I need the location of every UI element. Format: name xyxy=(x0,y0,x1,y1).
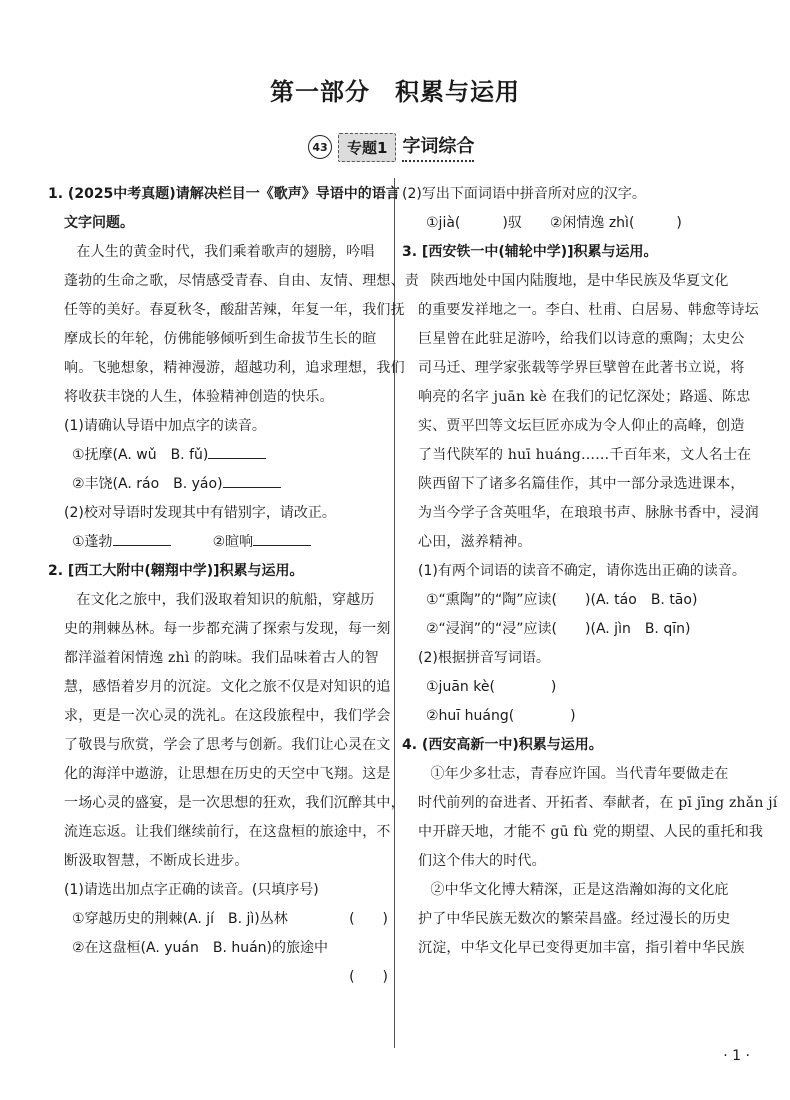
answer-line xyxy=(48,528,388,557)
passage-line: 了敬畏与欣赏，学会了思考与创新。我们让心灵在文 xyxy=(64,737,391,753)
passage-line: ②中华文化博大精深，正是这浩瀚如海的文化庇 xyxy=(402,882,729,898)
passage-line: 史的荆棘丛林。每一步都充满了探索与发现，每一刻 xyxy=(64,621,391,637)
answer-line xyxy=(48,470,388,499)
answer-blank[interactable] xyxy=(223,471,281,488)
page-number: · 1 · xyxy=(723,1048,750,1064)
topic-name: 字词综合 xyxy=(402,132,474,162)
passage-line: 响。飞驰想象，精神漫游，超越功利，追求理想，我们 xyxy=(64,360,405,376)
passage-line: 流连忘返。让我们继续前行，在这盘桓的旅途中，不 xyxy=(64,824,391,840)
answer-line: ①jià( )驭 ②闲情逸 zhì( ) xyxy=(426,215,682,231)
answer-paren[interactable]: ( ) xyxy=(349,911,388,927)
option-text: ①蓬勃 xyxy=(72,534,113,550)
answer-paren[interactable]: ( ) xyxy=(349,969,388,985)
passage-line: 求，更是一次心灵的洗礼。在这段旅程中，我们学会 xyxy=(64,708,391,724)
passage-line: 慧，感悟着岁月的沉淀。文化之旅不仅是对知识的追 xyxy=(64,679,391,695)
answer-line: ①“熏陶”的“陶”应读( )(A. táo B. tāo) xyxy=(426,592,698,608)
passage-line: 司马迁、理学家张载等学界巨擘曾在此著书立说，将 xyxy=(418,360,745,376)
answer-line: ②“浸润”的“浸”应读( )(A. jìn B. qīn) xyxy=(426,621,691,637)
option-text: ①穿越历史的荆棘(A. jí B. jì)丛林 xyxy=(72,911,288,927)
left-column xyxy=(48,180,419,992)
question-3-heading: 3. [西安铁一中(辅轮中学)]积累与运用。 xyxy=(402,244,658,260)
topic-header xyxy=(308,132,474,162)
passage-line: 护了中华民族无数次的繁荣昌盛。经过漫长的历史 xyxy=(418,911,731,927)
answer-line: ②在这盘桓(A. yuán B. huán)的旅途中 xyxy=(72,940,329,956)
answer-line xyxy=(48,963,388,992)
passage-line: 中开辟天地，才能不 gū fù 党的期望、人民的重托和我 xyxy=(418,824,764,840)
passage-line: 沉淀，中华文化早已变得更加丰富，指引着中华民族 xyxy=(418,940,745,956)
question-4-heading: 4. (西安高新一中)积累与运用。 xyxy=(402,737,603,753)
answer-blank[interactable] xyxy=(253,529,311,546)
passage-line: 在人生的黄金时代，我们乘着歌声的翅膀，吟唱 xyxy=(48,244,375,260)
page-title: 第一部分 积累与运用 xyxy=(270,78,520,106)
passage-line: 一场心灵的盛宴，是一次思想的狂欢，我们沉醉其中， xyxy=(64,795,405,811)
passage-line: 将收获丰饶的人生，体验精神创造的快乐。 xyxy=(64,389,334,405)
sub-question: (2)校对导语时发现其中有错别字，请改正。 xyxy=(64,505,336,521)
passage-line: ①年少多壮志，青春应许国。当代青年要做走在 xyxy=(402,766,729,782)
passage-line: 陕西地处中国内陆腹地，是中华民族及华夏文化 xyxy=(402,273,729,289)
sub-question: (2)根据拼音写词语。 xyxy=(418,650,550,666)
topic-number-badge: 43 xyxy=(308,135,332,159)
question-1-heading: 1. (2025中考真题)请解决栏目一《歌声》导语中的语言 xyxy=(48,186,400,202)
answer-line: ②huī huáng( ) xyxy=(426,708,576,724)
answer-blank[interactable] xyxy=(208,442,266,459)
question-2-heading: 2. [西工大附中(翱翔中学)]积累与运用。 xyxy=(48,563,304,579)
answer-line xyxy=(48,441,388,470)
answer-blank[interactable] xyxy=(113,529,171,546)
passage-line: 们这个伟大的时代。 xyxy=(418,853,546,869)
sub-question: (1)请选出加点字正确的读音。(只填序号) xyxy=(64,882,319,898)
passage-line: 实、贾平凹等文坛巨匠亦成为令人仰止的高峰，创造 xyxy=(418,418,745,434)
sub-question: (1)请确认导语中加点字的读音。 xyxy=(64,418,266,434)
passage-line: 心田，滋养精神。 xyxy=(418,534,532,550)
passage-line: 时代前列的奋进者、开拓者、奉献者，在 pī jīng zhǎn jí xyxy=(418,795,778,811)
passage-line: 都洋溢着闲情逸 zhì 的韵味。我们品味着古人的智 xyxy=(64,650,379,666)
option-text: ①抚摩(A. wǔ B. fǔ) xyxy=(72,447,209,463)
question-1-heading-cont: 文字问题。 xyxy=(64,215,134,231)
passage-line: 了当代陕军的 huī huáng……千百年来，文人名士在 xyxy=(418,447,752,463)
passage-line: 蓬勃的生命之歌，尽情感受青春、自由、友情、理想、责 xyxy=(64,273,419,289)
topic-tag: 专题1 xyxy=(338,133,396,162)
option-text: ②暄响 xyxy=(212,534,254,550)
answer-line xyxy=(48,905,388,934)
passage-line: 巨星曾在此驻足游吟，给我们以诗意的熏陶；太史公 xyxy=(418,331,745,347)
passage-line: 陕西留下了诸多名篇佳作，其中一部分录选进课本， xyxy=(418,476,745,492)
passage-line: 任等的美好。春夏秋冬，酸甜苦辣，年复一年，我们抚 xyxy=(64,302,405,318)
passage-line: 在文化之旅中，我们汲取着知识的航船，穿越历 xyxy=(48,592,375,608)
passage-line: 断汲取智慧，不断成长进步。 xyxy=(64,853,249,869)
answer-line: ①juān kè( ) xyxy=(426,679,557,695)
passage-line: 为当今学子含英咀华，在琅琅书声、脉脉书香中，浸润 xyxy=(418,505,759,521)
passage-line: 摩成长的年轮，仿佛能够倾听到生命拔节生长的暄 xyxy=(64,331,377,347)
option-text: ②丰饶(A. ráo B. yáo) xyxy=(72,476,223,492)
passage-line: 的重要发祥地之一。李白、杜甫、白居易、韩愈等诗坛 xyxy=(418,302,759,318)
passage-line: 响亮的名字 juān kè 在我们的记忆深处；路遥、陈忠 xyxy=(418,389,751,405)
sub-question: (2)写出下面词语中拼音所对应的汉字。 xyxy=(402,186,646,202)
sub-question: (1)有两个词语的读音不确定，请你选出正确的读音。 xyxy=(418,563,746,579)
passage-line: 化的海洋中遨游，让思想在历史的天空中飞翔。这是 xyxy=(64,766,391,782)
right-column xyxy=(402,180,778,963)
